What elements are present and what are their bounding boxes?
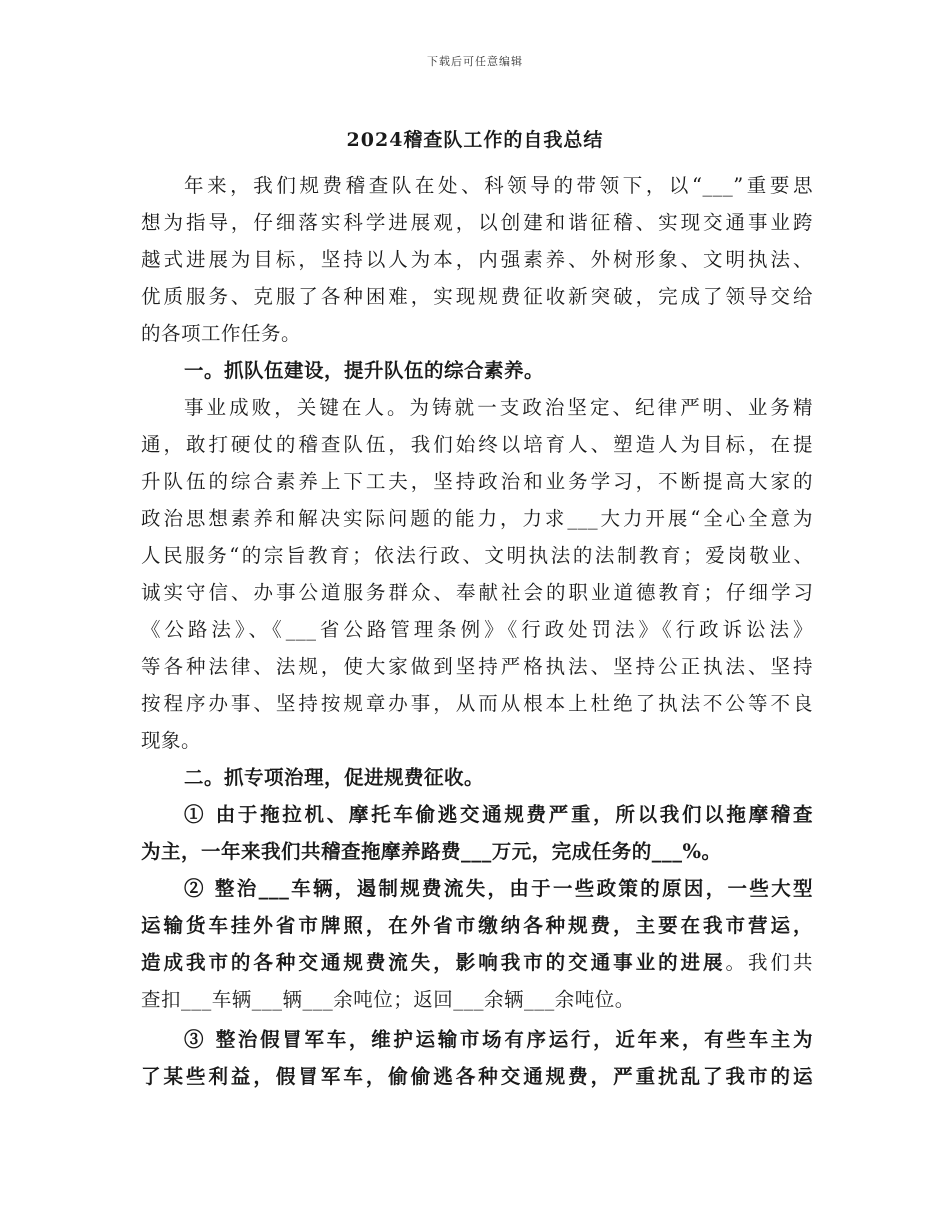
text-line: ③ 整治假冒军车，维护运输市场有序运行，近年来，有些车主为 <box>184 1028 813 1051</box>
text-line: ② 整治___车辆，遏制规费流失，由于一些政策的原因，一些大型 <box>184 877 813 900</box>
text-line: 政治思想素养和解决实际问题的能力，力求___大力开展“全心全意为 <box>141 507 813 530</box>
text-line: 事业成败，关键在人。为铸就一支政治坚定、纪律严明、业务精 <box>184 396 813 419</box>
text-line: 二。抓专项治理，促进规费征收。 <box>184 766 485 789</box>
text-line: 升队伍的综合素养上下工夫，坚持政治和业务学习，不断提高大家的 <box>141 470 813 493</box>
text-line: 人民服务“的宗旨教育；依法行政、文明执法的法制教育；爱岗敬业、 <box>141 544 813 567</box>
text-line: 造成我市的各种交通规费流失，影响我市的交通事业的进展。我们共 <box>141 951 813 974</box>
text-line: 诚实守信、办事公道服务群众、奉献社会的职业道德教育；仔细学习 <box>141 581 813 604</box>
text-line: 年来，我们规费稽查队在处、科领导的带领下，以“___”重要思 <box>184 174 813 197</box>
page-header: 下载后可任意编辑 <box>427 55 523 68</box>
text-line: 查扣___车辆___辆___余吨位；返回___余辆___余吨位。 <box>141 988 635 1011</box>
text-line: 一。抓队伍建设，提升队伍的综合素养。 <box>184 359 545 382</box>
text-line: 了某些利益，假冒军车，偷偷逃各种交通规费，严重扰乱了我市的运 <box>141 1065 813 1088</box>
text-line: 《公路法》、《___省公路管理条例》《行政处罚法》《行政诉讼法》 <box>141 618 813 641</box>
document-body <box>141 167 813 1095</box>
text-line: 的各项工作任务。 <box>141 322 302 345</box>
text-line: ① 由于拖拉机、摩托车偷逃交通规费严重，所以我们以拖摩稽查 <box>184 803 813 826</box>
document-title: 2024稽查队工作的自我总结 <box>346 129 604 151</box>
text-line: 越式进展为目标，坚持以人为本，内强素养、外树形象、文明执法、 <box>141 248 813 271</box>
text-line: 现象。 <box>141 729 202 752</box>
text-line: 按程序办事、坚持按规章办事，从而从根本上杜绝了执法不公等不良 <box>141 692 813 715</box>
text-line: 为主，一年来我们共稽查拖摩养路费___万元，完成任务的___%。 <box>141 840 722 863</box>
text-line: 等各种法律、法规，使大家做到坚持严格执法、坚持公正执法、坚持 <box>141 655 813 678</box>
text-line: 通，敢打硬仗的稽查队伍，我们始终以培育人、塑造人为目标，在提 <box>141 433 813 456</box>
text-line: 运输货车挂外省市牌照，在外省市缴纳各种规费，主要在我市营运， <box>141 914 813 937</box>
text-line: 优质服务、克服了各种困难，实现规费征收新突破，完成了领导交给 <box>141 285 813 308</box>
text-line: 想为指导，仔细落实科学进展观，以创建和谐征稽、实现交通事业跨 <box>141 211 813 234</box>
